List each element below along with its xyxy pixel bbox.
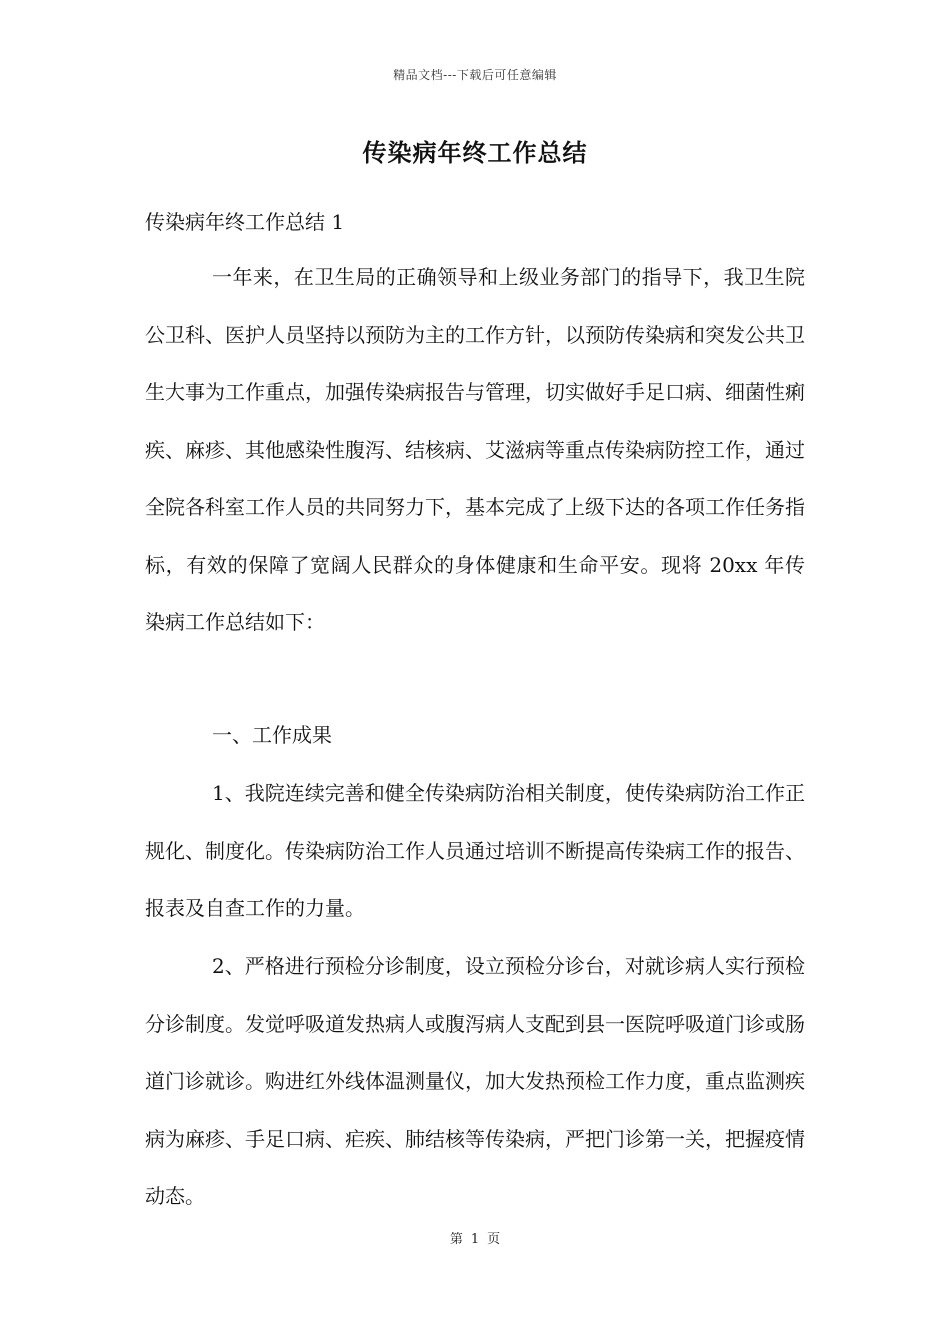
intro-paragraph: 一年来，在卫生局的正确领导和上级业务部门的指导下，我卫生院公卫科、医护人员坚持以预防为主的工作方针，以预防传染病和突发公共卫生大事为工作重点，加强传染病报告与管理，切实做好手足口病、细菌性痢疾、麻疹、其他感染性腹泻、结核病、艾滋病等重点传染病防控工作，通过全院各科室工作人员的共同努力下，基本完成了上级下达的各项工作任务指标，有效的保障了宽阔人民群众的身体健康和生命平安。现将 20xx 年传染病工作总结如下： (145, 265, 805, 634)
page-footer (0, 1228, 950, 1247)
section-heading: 一、工作成果 (212, 723, 332, 747)
item2-block (145, 938, 805, 1226)
item1-block (145, 765, 805, 938)
document-title: 传染病年终工作总结 (362, 138, 588, 167)
item2-paragraph: 2、严格进行预检分诊制度，设立预检分诊台，对就诊病人实行预检分诊制度。发觉呼吸道发热病人或腹泻病人支配到县一医院呼吸道门诊或肠道门诊就诊。购进红外线体温测量仪，加大发热预检工作力度，重点监测疾病为麻疹、手足口病、疟疾、肺结核等传染病，严把门诊第一关，把握疫情动态。 (145, 954, 805, 1208)
document-subtitle: 传染病年终工作总结 1 (145, 210, 345, 234)
page-number-prefix: 第 (449, 1232, 463, 1247)
page-header: 精品文档---下载后可任意编辑 (393, 68, 557, 82)
item1-paragraph: 1、我院连续完善和健全传染病防治相关制度，使传染病防治工作正规化、制度化。传染病防治工作人员通过培训不断提高传染病工作的报告、报表及自查工作的力量。 (145, 781, 805, 920)
page-number: 1 (470, 1232, 480, 1247)
intro-block (145, 249, 805, 652)
page-number-suffix: 页 (487, 1232, 501, 1247)
section-heading-block (145, 707, 805, 765)
